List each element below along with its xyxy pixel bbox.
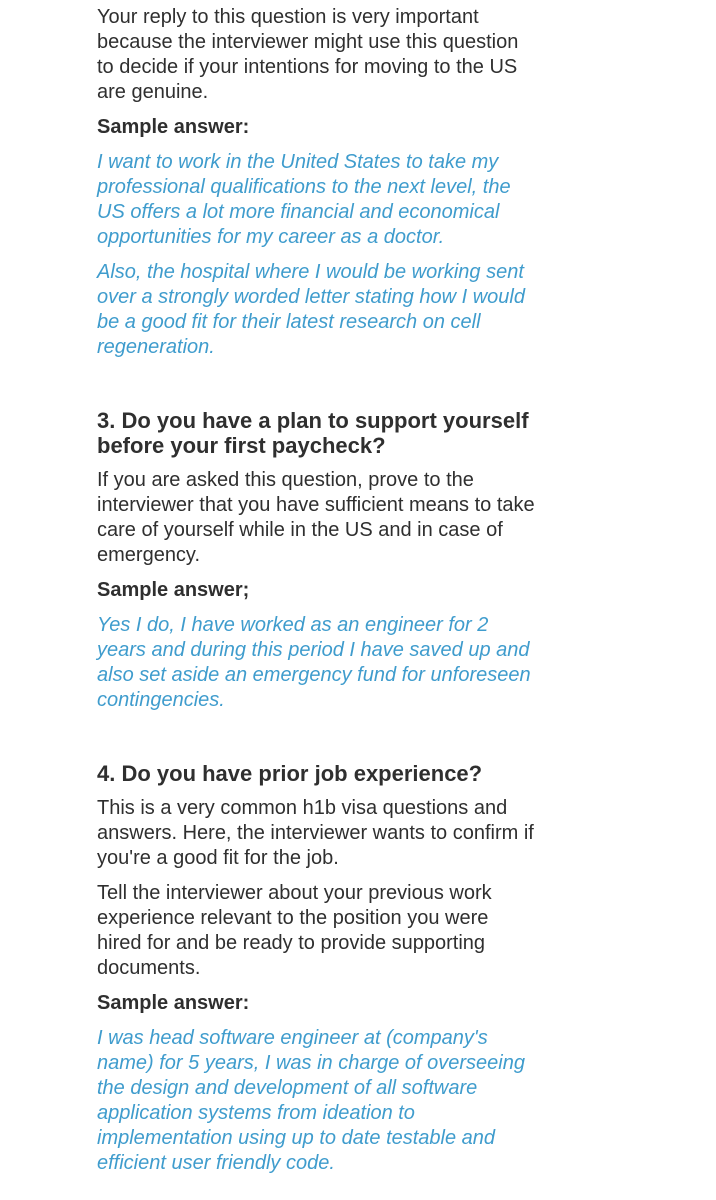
question-3-paragraph: If you are asked this question, prove to the interviewer that you have sufficient means to take care of yourself while in the US and in case of emergency.: [97, 469, 535, 566]
sample-answer-q4: I was head software engineer at (company's name) for 5 years, I was in charge of overseeing the design and development of all software application systems from ideation to implementation using up to date testable and efficient user friendly code.: [97, 1027, 525, 1174]
sample-answer-q2-part2: Also, the hospital where I would be working sent over a strongly worded letter stating how I would be a good fit for their latest research on cell regeneration.: [97, 261, 525, 358]
question-4-paragraph-2: Tell the interviewer about your previous work experience relevant to the position you were hired for and be ready to provide supporting documents.: [97, 882, 492, 979]
intro-paragraph: Your reply to this question is very important because the interviewer might use this question to decide if your intentions for moving to the US are genuine.: [97, 6, 519, 103]
sample-answer-q2-part1: I want to work in the United States to take my professional qualifications to the next level, the US offers a lot more financial and economical opportunities for my career as a doctor.: [97, 151, 511, 248]
sample-answer-label-q4: Sample answer:: [97, 992, 250, 1014]
question-4-paragraph-1: This is a very common h1b visa questions and answers. Here, the interviewer wants to confirm if you're a good fit for the job.: [97, 797, 534, 869]
sample-answer-label-q3: Sample answer;: [97, 579, 250, 601]
section-spacer: [97, 723, 537, 761]
question-3-heading: 3. Do you have a plan to support yourself before your first paycheck?: [97, 408, 529, 458]
article-body: [97, 0, 537, 1176]
section-spacer: [97, 370, 537, 408]
sample-answer-label-q2: Sample answer:: [97, 116, 250, 138]
sample-answer-q3: Yes I do, I have worked as an engineer for 2 years and during this period I have saved up and also set aside an emergency fund for unforeseen contingencies.: [97, 614, 531, 711]
question-4-heading: 4. Do you have prior job experience?: [97, 761, 483, 786]
